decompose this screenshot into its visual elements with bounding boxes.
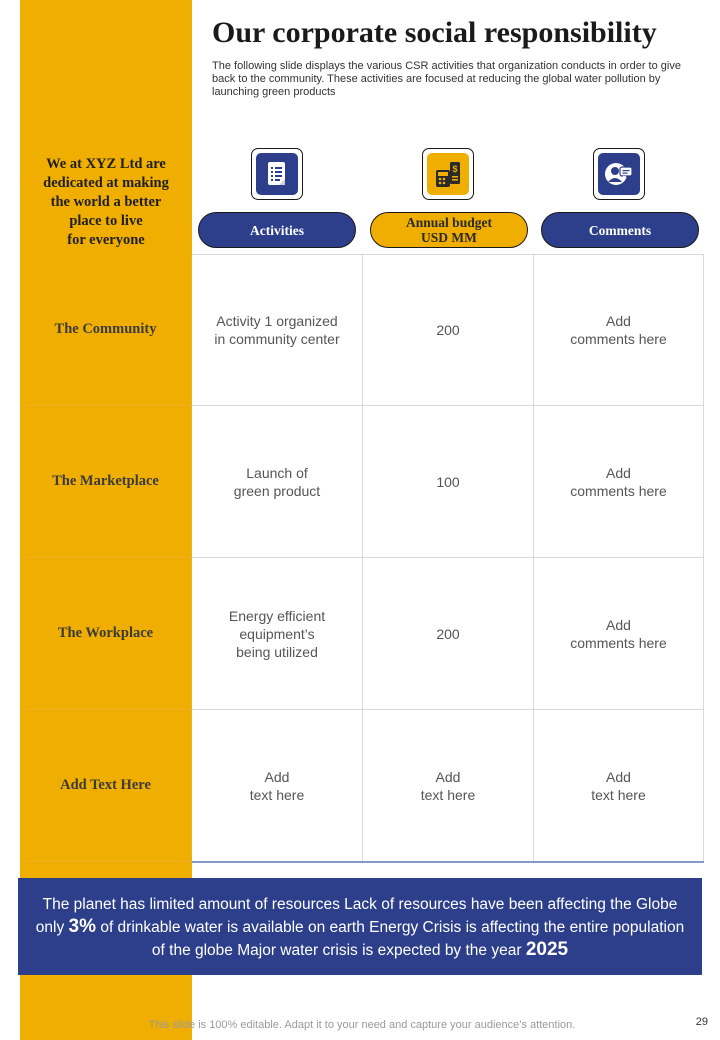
table-row — [20, 558, 704, 710]
tagline-line: for everyone — [67, 232, 145, 248]
cell-text: Add comments here — [570, 464, 667, 499]
calculator-dollar-icon — [427, 153, 469, 195]
cell-text: Activity 1 organized in community center — [214, 312, 340, 347]
activities-icon-box — [251, 148, 303, 200]
cell-text: Add comments here — [570, 616, 667, 651]
cell-text: Add comments here — [570, 312, 667, 347]
column-header-annual-budget: Annual budget USD MM — [370, 212, 528, 248]
resource-crisis-banner — [18, 878, 702, 975]
comment-cell — [534, 710, 704, 862]
activity-cell — [192, 406, 363, 558]
cell-text: 200 — [436, 625, 460, 642]
page-number: 29 — [695, 1016, 708, 1028]
row-label: The Community — [20, 254, 192, 406]
page-subtitle: The following slide displays the various CSR activities that organization conducts in order to give back to the community. These activities are focused at reducing the global water pollution by launching green products — [212, 60, 681, 98]
budget-cell — [363, 406, 534, 558]
tagline-line: the world a better — [50, 194, 162, 210]
budget-cell — [363, 254, 534, 406]
activity-cell — [192, 558, 363, 710]
document-list-icon — [256, 153, 298, 195]
budget-cell — [363, 558, 534, 710]
column-header-comments: Comments — [541, 212, 699, 248]
cell-text: 200 — [436, 321, 460, 338]
cell-text: Launch of green product — [233, 464, 321, 499]
user-comment-icon — [598, 153, 640, 195]
column-header-activities: Activities — [198, 212, 356, 248]
page-title: Our corporate social responsibility — [212, 16, 657, 49]
cell-text: Energy efficient equipment’s being utilized — [228, 607, 326, 660]
cell-text: Add text here — [420, 768, 476, 803]
comment-cell — [534, 558, 704, 710]
comment-cell — [534, 406, 704, 558]
tagline-line: place to live — [69, 213, 143, 229]
banner-text: The planet has limited amount of resources Lack of resources have been affecting the Globe only — [35, 896, 678, 936]
activity-cell — [192, 710, 363, 862]
budget-icon-box — [422, 148, 474, 200]
cell-text: 100 — [436, 473, 460, 490]
svg-text:$: $ — [452, 164, 458, 174]
table-bottom-border — [192, 861, 704, 863]
comment-cell — [534, 254, 704, 406]
table-row — [20, 710, 704, 862]
cell-text: Add text here — [591, 768, 646, 803]
activity-cell — [192, 254, 363, 406]
row-label: Add Text Here — [20, 710, 192, 862]
row-label: The Marketplace — [20, 406, 192, 558]
budget-cell — [363, 710, 534, 862]
table-row — [20, 406, 704, 558]
banner-highlight-percent: 3% — [68, 916, 97, 937]
banner-text: of drinkable water is available on earth Energy Crisis is affecting the entire population of the globe Major water crisis is expected by the year — [96, 919, 685, 959]
tagline-line: dedicated at making — [43, 175, 169, 191]
cell-text: Add text here — [249, 768, 305, 803]
tagline-line: We at XYZ Ltd are — [46, 156, 166, 172]
csr-table — [20, 254, 704, 862]
footer-note: This slide is 100% editable. Adapt it to your need and capture your audience’s attention. — [148, 1019, 576, 1031]
company-tagline — [30, 155, 182, 250]
banner-highlight-year: 2025 — [525, 939, 569, 960]
table-row — [20, 254, 704, 406]
row-label: The Workplace — [20, 558, 192, 710]
comments-icon-box — [593, 148, 645, 200]
